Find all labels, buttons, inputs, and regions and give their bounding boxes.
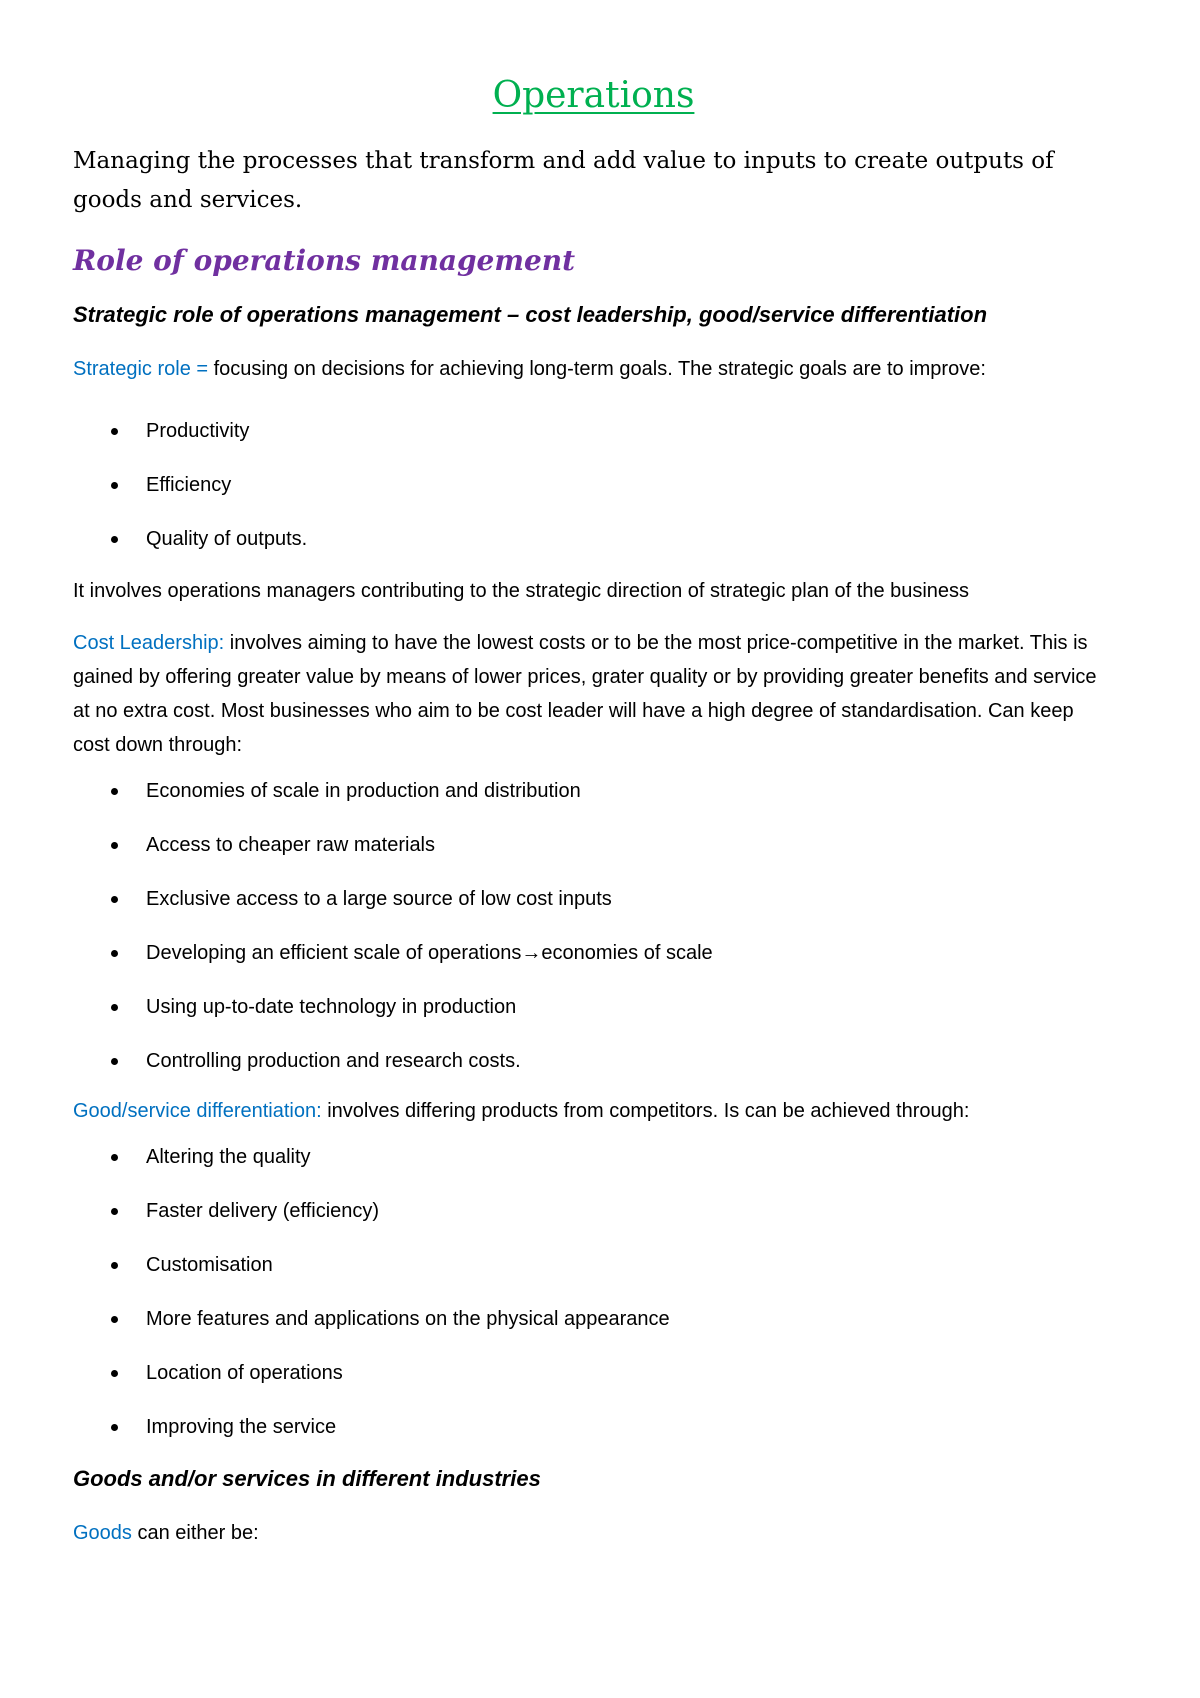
bullet-icon [111,1208,118,1215]
list-item [73,992,1114,1022]
list-item [73,938,1114,968]
strategic-goals-list [73,416,1114,554]
list-item [73,1142,1114,1172]
strategic-role-term: Strategic role = [73,358,214,380]
list-item-text: Productivity [146,420,250,442]
cost-leadership-list [73,776,1114,1076]
list-item [73,416,1114,446]
bullet-icon [111,1424,118,1431]
strategic-role-text: focusing on decisions for achieving long-term goals. The strategic goals are to improve: [213,358,986,380]
list-item [73,1412,1114,1442]
section-heading-role: Role of operations management [73,244,576,277]
goods-text: can either be: [131,1522,259,1544]
list-item-text: Exclusive access to a large source of low cost inputs [146,888,612,910]
cost-leadership-text: involves aiming to have the lowest costs or to be the most price-competitive in the market. This is gained by offering greater value by means of lower prices, grater quality or by providing greater benefits and service at no extra cost. Most businesses who aim to be cost leader will have a high degree of standardisation. Can keep cost down through: [73,632,1097,756]
list-item-text: Improving the service [146,1416,337,1438]
list-item-text: Access to cheaper raw materials [146,834,436,856]
differentiation-list [73,1142,1114,1442]
bullet-icon [111,842,118,849]
list-item-text: Economies of scale in production and distribution [146,780,581,802]
strategic-role-paragraph [73,352,1114,386]
bullet-icon [111,536,118,543]
bullet-icon [111,1058,118,1065]
goods-paragraph [73,1516,1114,1550]
strategic-involves-paragraph: It involves operations managers contributing to the strategic direction of strategic plan of the business [73,580,970,602]
list-item-text: Altering the quality [146,1146,311,1168]
list-item-text: Using up-to-date technology in production [146,996,517,1018]
list-item-text: Faster delivery (efficiency) [146,1200,380,1222]
differentiation-paragraph [73,1094,1114,1128]
bullet-icon [111,950,118,957]
list-item-text: Customisation [146,1254,273,1276]
bullet-icon [111,428,118,435]
bullet-icon [111,1370,118,1377]
list-item [73,1304,1114,1334]
bullet-icon [111,788,118,795]
list-item-text: More features and applications on the physical appearance [146,1308,670,1330]
list-item-text: Efficiency [146,474,232,496]
list-item [73,524,1114,554]
subheading-industries: Goods and/or services in different industries [73,1466,541,1491]
bullet-icon [111,1262,118,1269]
bullet-icon [111,1004,118,1011]
list-item [73,1046,1114,1076]
list-item-text: Quality of outputs. [146,528,308,550]
page-title: Operations [492,75,695,116]
list-item [73,470,1114,500]
cost-leadership-term: Cost Leadership: [73,632,225,654]
bullet-icon [111,1316,118,1323]
list-item-text: Developing an efficient scale of operations→economies of scale [146,942,713,964]
differentiation-text: involves differing products from competitors. Is can be achieved through: [321,1100,970,1122]
bullet-icon [111,1154,118,1161]
subheading-strategic-role: Strategic role of operations management – cost leadership, good/service differentiation [73,302,988,327]
list-item [73,1250,1114,1280]
list-item-text: Location of operations [146,1362,343,1384]
list-item [73,1358,1114,1388]
bullet-icon [111,896,118,903]
list-item-text: Controlling production and research costs. [146,1050,521,1072]
list-item [73,830,1114,860]
list-item [73,884,1114,914]
intro-definition: Managing the processes that transform and add value to inputs to create outputs of goods and services. [73,148,1054,213]
differentiation-term: Good/service differentiation: [73,1100,322,1122]
list-item [73,1196,1114,1226]
goods-term: Goods [73,1522,132,1544]
bullet-icon [111,482,118,489]
list-item [73,776,1114,806]
cost-leadership-paragraph [73,626,1114,762]
